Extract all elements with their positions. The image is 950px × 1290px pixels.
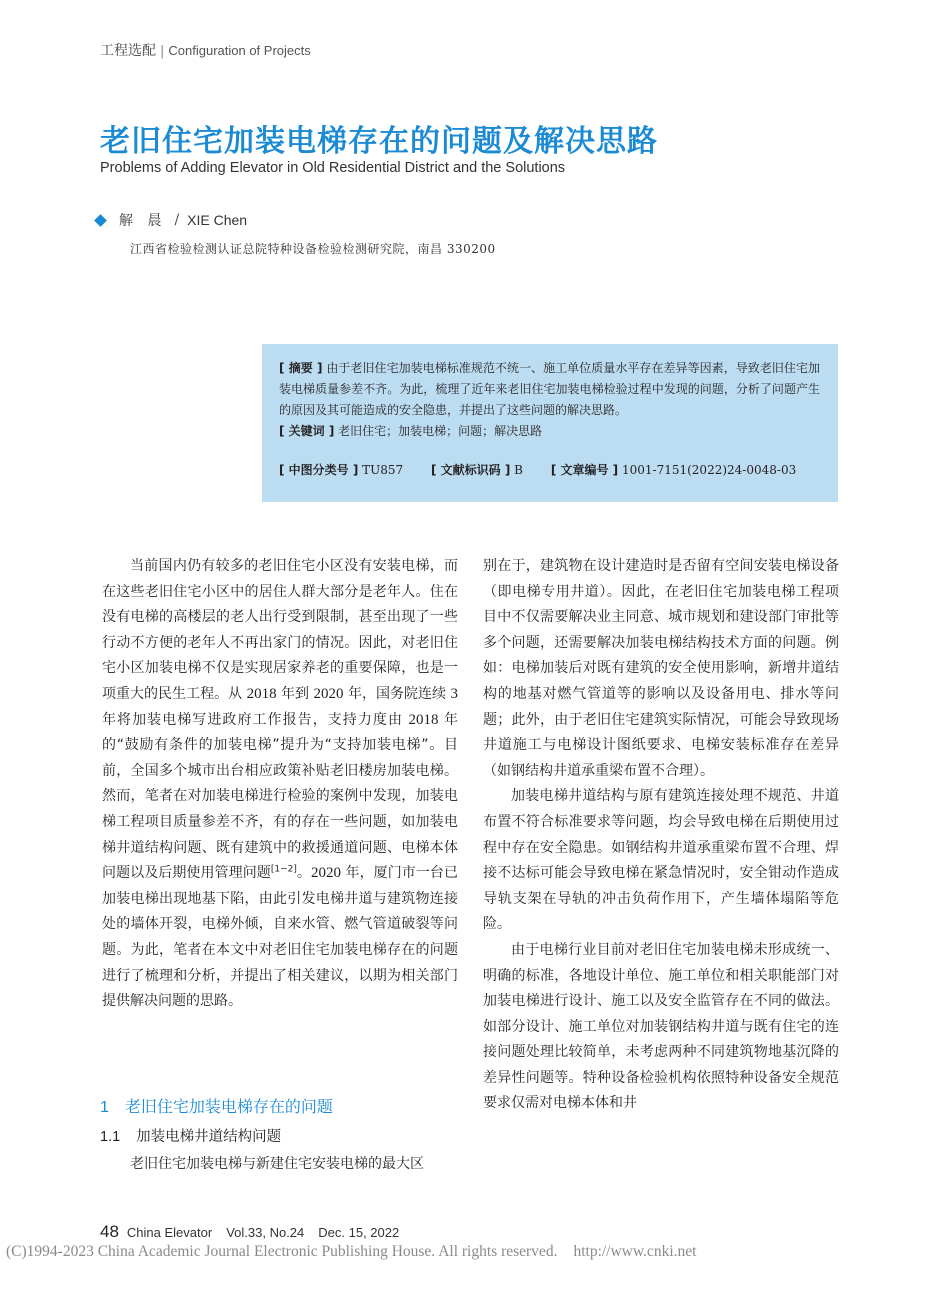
copyright-notice (6, 1243, 696, 1261)
count-number: 3 (450, 685, 459, 702)
clc-label: [ 中图分类号 ] (279, 463, 359, 477)
diamond-bullet-icon (94, 214, 107, 227)
article-title-cn: 老旧住宅加装电梯存在的问题及解决思路 (100, 124, 658, 159)
body-column-left-tail (102, 1152, 458, 1178)
keywords-label: [ 关键词 ] (279, 424, 335, 438)
year-number: 2018 (408, 711, 439, 728)
year-number: 2018 (246, 685, 277, 702)
heading-number: 1 (100, 1099, 109, 1116)
abstract-paragraph (279, 358, 820, 421)
keywords-text: 老旧住宅；加装电梯；问题；解决思路 (338, 424, 543, 438)
issue-date: Dec. 15, 2022 (318, 1225, 400, 1240)
section-name-cn: 工程选配 (100, 43, 156, 59)
section-header (100, 40, 311, 60)
text-run: 年到 (276, 685, 314, 702)
source-url: http://www.cnki.net (573, 1243, 697, 1260)
body-column-left (102, 554, 458, 1015)
page-footer (100, 1222, 399, 1242)
section-heading-1-1 (100, 1125, 281, 1146)
volume-info: Vol.33, No.24 (226, 1225, 305, 1240)
copyright-text: (C)1994-2023 China Academic Journal Electronic Publishing House. All rights reserved. (6, 1243, 558, 1260)
abstract-text: 由于老旧住宅加装电梯标准规范不统一、施工单位质量水平存在差异等因素，导致老旧住宅加装电梯质量参差不齐。为此，梳理了近年来老旧住宅加装电梯检验过程中发现的问题，分析了问题产生的原因及其可能造成的安全隐患，并提出了这些问题的解决思路。 (279, 361, 820, 417)
clc-value: TU857 (362, 463, 404, 477)
section-heading-1 (100, 1094, 333, 1117)
text-run: 。 (296, 865, 311, 882)
year-number: 2020 (311, 865, 341, 882)
text-run: 当前国内仍有较多的老旧住宅小区没有安装电梯，而在这些老旧住宅小区中的居住人群大部分是老年人。住在没有电梯的高楼层的老人出行受到限制，甚至出现了一些行动不方便的老年人不再出家门的情况。因此，对老旧住宅小区加装电梯不仅是实现居家养老的重要保障，也是一项重大的民生工程。从 (102, 558, 458, 702)
header-separator: | (160, 44, 165, 59)
classification-row (279, 461, 820, 478)
journal-name: China Elevator (126, 1225, 213, 1240)
body-paragraph: 别在于，建筑物在设计建造时是否留有空间安装电梯设备（即电梯专用井道）。因此，在老旧住宅加装电梯工程项目中不仅需要解决业主同意、城市规划和建设部门审批等多个问题，还需要解决加装电梯结构技术方面的问题。例如：电梯加装后对既有建筑的安全使用影响，新增井道结构的地基对燃气管道等的影响以及设备用电、排水等问题；此外，由于老旧住宅建筑实际情况，可能会导致现场井道施工与电梯设计图纸要求、电梯安装标准存在差异（如钢结构井道承重梁布置不合理）。 (483, 558, 839, 779)
heading-number: 1.1 (100, 1129, 121, 1145)
keywords-paragraph (279, 421, 820, 442)
author-name-cn: 解 晨 (119, 213, 167, 229)
abstract-label: [ 摘要 ] (279, 361, 323, 375)
author-name-en: XIE Chen (187, 212, 248, 228)
citation-ref: [1−2] (270, 864, 297, 875)
author-separator: / (174, 212, 180, 228)
year-number: 2020 (313, 685, 344, 702)
abstract-box (262, 344, 838, 502)
body-paragraph: 由于电梯行业目前对老旧住宅加装电梯未形成统一、明确的标准，各地设计单位、施工单位和相关职能部门对加装电梯进行设计、施工以及安全监管存在不同的做法。如部分设计、施工单位对加装钢结构井道与既有住宅的连接问题处理比较简单，未考虑两种不同建筑物地基沉降的差异性问题等。特种设备检验机构依照特种设备安全规范要求仅需对电梯本体和井 (483, 941, 839, 1112)
article-no-label: [ 文章编号 ] (550, 463, 619, 477)
author-affiliation: 江西省检验检测认证总院特种设备检验检测研究院，南昌 330200 (130, 242, 496, 256)
text-run: 年将加装电梯写进政府工作报告，支持力度由 (102, 711, 409, 728)
body-paragraph: 老旧住宅加装电梯与新建住宅安装电梯的最大区 (130, 1156, 424, 1172)
article-no-value: 1001-7151(2022)24-0048-03 (621, 463, 797, 477)
text-run: 年，厦门市一台已加装电梯出现地基下陷，由此引发电梯井道与建筑物连接处的墙体开裂，电梯外倾，自来水管、燃气管道破裂等问题。为此，笔者在本文中对老旧住宅加装电梯存在的问题进行了梳理和分析，并提出了相关建议，以期为相关部门提供解决问题的思路。 (102, 865, 459, 1010)
author-line (92, 210, 247, 230)
body-paragraph (102, 554, 458, 1015)
doc-code-label: [ 文献标识码 ] (431, 463, 511, 477)
section-name-en: Configuration of Projects (168, 43, 311, 58)
text-run: 年的“鼓励有条件的加装电梯”提升为“支持加装电梯”。目前，全国多个城市出台相应政策补贴老旧楼房加装电梯。然而，笔者在对加装电梯进行检验的案例中发现，加装电梯工程项目质量参差不齐，有的存在一些问题，如加装电梯井道结构问题、既有建筑中的救援通道问题、电梯本体问题以及后期使用管理问题 (102, 711, 458, 882)
article-title-en: Problems of Adding Elevator in Old Residential District and the Solutions (100, 160, 566, 176)
text-run: 年，国务院连续 (343, 685, 451, 702)
doc-code-value: B (514, 463, 523, 477)
page-number: 48 (100, 1222, 119, 1241)
body-paragraph: 加装电梯井道结构与原有建筑连接处理不规范、井道布置不符合标准要求等问题，均会导致电梯在后期使用过程中存在安全隐患。如钢结构井道承重梁布置不合理、焊接不达标可能会导致电梯在紧急情况时，安全钳动作造成导轨支架在导轨的冲击负荷作用下，产生墙体塌陷等危险。 (483, 788, 839, 933)
body-column-right (483, 554, 839, 1117)
heading-text: 加装电梯井道结构问题 (136, 1129, 282, 1145)
heading-text: 老旧住宅加装电梯存在的问题 (124, 1097, 333, 1116)
